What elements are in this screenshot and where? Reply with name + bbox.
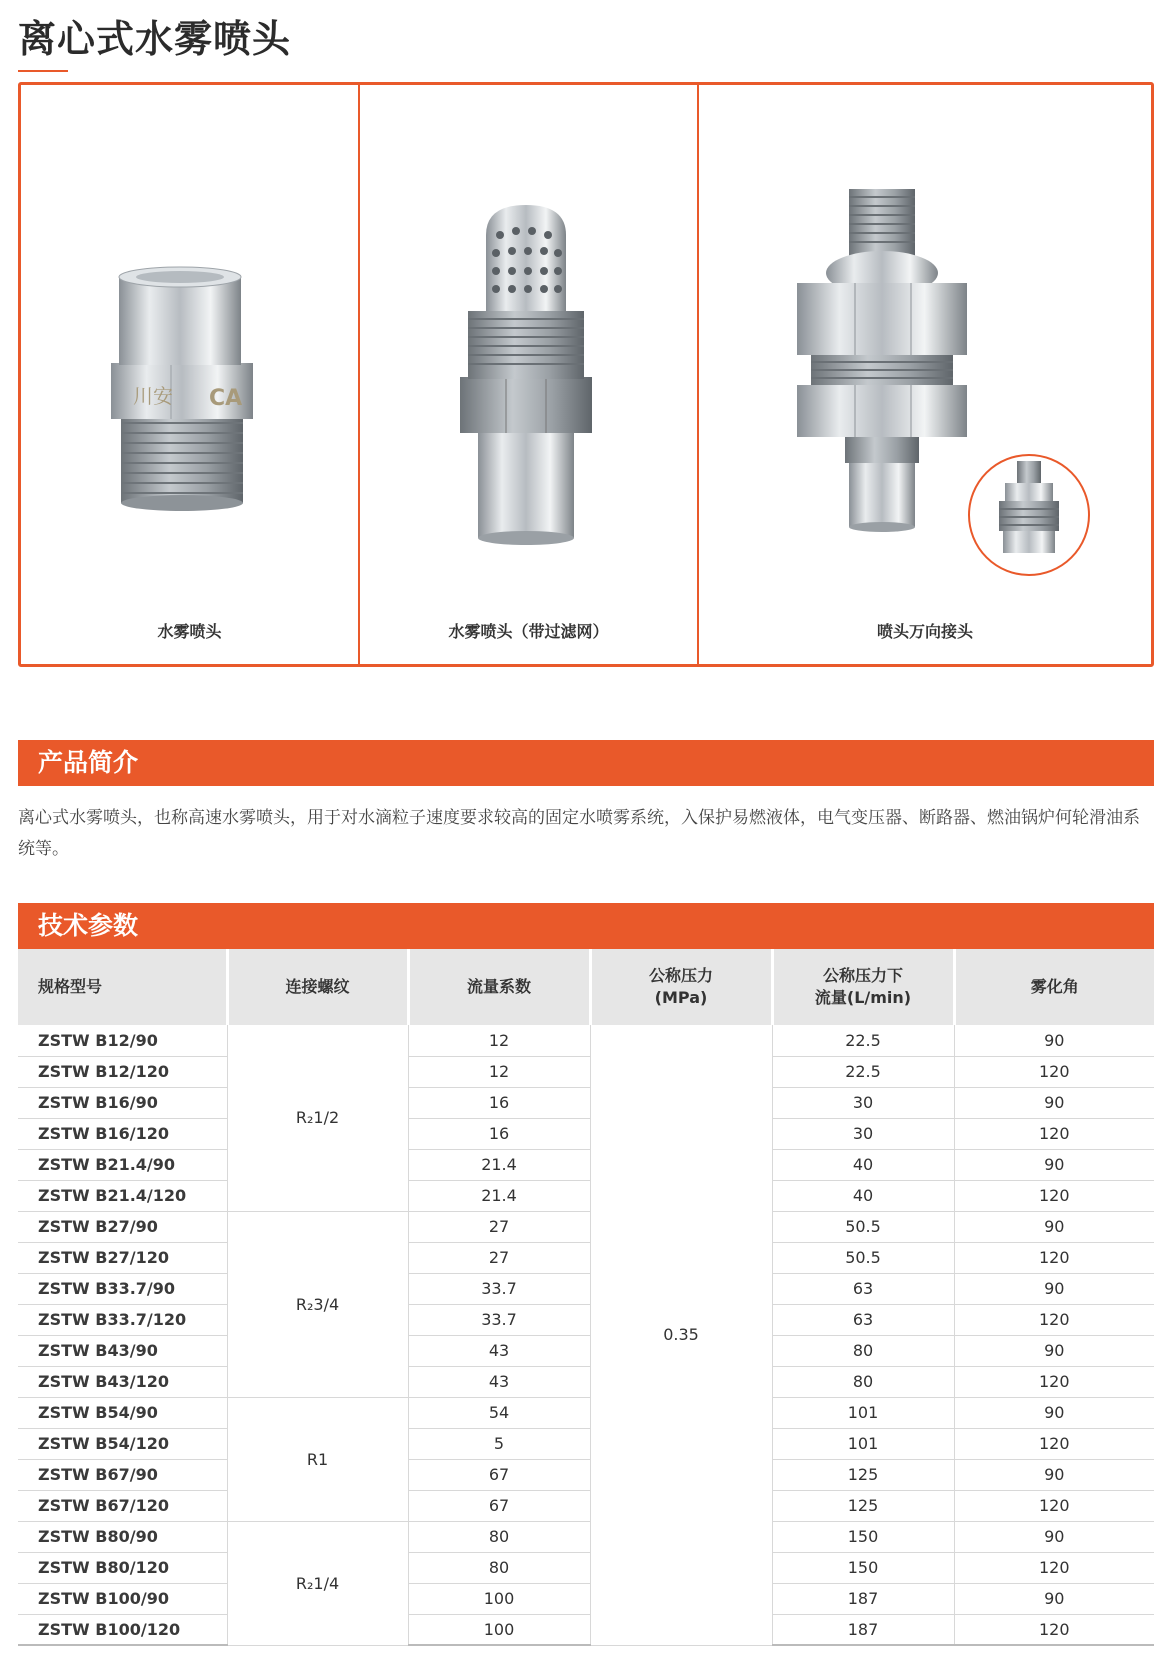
table-row <box>18 1459 1154 1490</box>
spray-angle-cell: 90 <box>954 1211 1154 1242</box>
spray-angle-cell: 90 <box>954 1149 1154 1180</box>
product-caption: 水雾喷头（带过滤网） <box>448 622 609 641</box>
flow-cell: 101 <box>772 1428 954 1459</box>
model-cell: ZSTW B12/120 <box>18 1056 227 1087</box>
flow-coefficient-cell: 33.7 <box>408 1273 590 1304</box>
product-gallery <box>18 82 1154 667</box>
model-cell: ZSTW B67/90 <box>18 1459 227 1490</box>
flow-coefficient-cell: 43 <box>408 1366 590 1397</box>
flow-cell: 50.5 <box>772 1211 954 1242</box>
model-cell: ZSTW B33.7/120 <box>18 1304 227 1335</box>
table-row <box>18 1025 1154 1056</box>
table-row <box>18 1521 1154 1552</box>
model-cell: ZSTW B33.7/90 <box>18 1273 227 1304</box>
model-cell: ZSTW B12/90 <box>18 1025 227 1056</box>
flow-coefficient-cell: 43 <box>408 1335 590 1366</box>
universal-joint-image <box>699 85 1129 665</box>
column-header: 规格型号 <box>18 949 227 1025</box>
flow-cell: 187 <box>772 1614 954 1645</box>
table-row <box>18 1366 1154 1397</box>
flow-coefficient-cell: 12 <box>408 1025 590 1056</box>
spray-angle-cell: 90 <box>954 1273 1154 1304</box>
table-row <box>18 1180 1154 1211</box>
spray-angle-cell: 120 <box>954 1490 1154 1521</box>
table-row <box>18 1428 1154 1459</box>
section-heading-tech: 技术参数 <box>18 903 1154 949</box>
nozzle-engraving-left: 川安 <box>133 384 173 408</box>
product-panel-universal-joint <box>699 85 1151 664</box>
flow-cell: 80 <box>772 1335 954 1366</box>
table-row <box>18 1583 1154 1614</box>
table-row <box>18 1149 1154 1180</box>
flow-coefficient-cell: 67 <box>408 1459 590 1490</box>
page-title: 离心式水雾喷头 <box>18 17 292 61</box>
spray-angle-cell: 120 <box>954 1118 1154 1149</box>
table-row <box>18 1118 1154 1149</box>
spec-table-header-row <box>18 949 1154 1025</box>
thread-cell: R₂1/2 <box>227 1025 408 1211</box>
flow-coefficient-cell: 67 <box>408 1490 590 1521</box>
title-underline <box>18 70 68 72</box>
intro-paragraph: 离心式水雾喷头，也称高速水雾喷头，用于对水滴粒子速度要求较高的固定水喷雾系统，入保护易燃液体，电气变压器、断路器、燃油锅炉何轮滑油系统等。 <box>18 808 1140 859</box>
spray-angle-cell: 90 <box>954 1397 1154 1428</box>
flow-cell: 125 <box>772 1459 954 1490</box>
flow-coefficient-cell: 12 <box>408 1056 590 1087</box>
spray-angle-cell: 120 <box>954 1056 1154 1087</box>
model-cell: ZSTW B54/120 <box>18 1428 227 1459</box>
spray-angle-cell: 90 <box>954 1459 1154 1490</box>
flow-coefficient-cell: 27 <box>408 1242 590 1273</box>
model-cell: ZSTW B21.4/120 <box>18 1180 227 1211</box>
flow-cell: 40 <box>772 1180 954 1211</box>
model-cell: ZSTW B43/120 <box>18 1366 227 1397</box>
model-cell: ZSTW B16/120 <box>18 1118 227 1149</box>
table-row <box>18 1335 1154 1366</box>
product-caption: 水雾喷头 <box>157 622 222 641</box>
section-heading-intro: 产品简介 <box>18 740 1154 786</box>
model-cell: ZSTW B100/90 <box>18 1583 227 1614</box>
model-cell: ZSTW B100/120 <box>18 1614 227 1645</box>
thread-cell: R₂3/4 <box>227 1211 408 1397</box>
flow-coefficient-cell: 21.4 <box>408 1180 590 1211</box>
flow-coefficient-cell: 27 <box>408 1211 590 1242</box>
thread-cell: R1 <box>227 1397 408 1521</box>
flow-cell: 22.5 <box>772 1025 954 1056</box>
flow-coefficient-cell: 16 <box>408 1118 590 1149</box>
flow-coefficient-cell: 21.4 <box>408 1149 590 1180</box>
product-panel-nozzle <box>21 85 360 664</box>
pressure-cell: 0.35 <box>590 1025 772 1645</box>
table-row <box>18 1304 1154 1335</box>
flow-coefficient-cell: 54 <box>408 1397 590 1428</box>
model-cell: ZSTW B54/90 <box>18 1397 227 1428</box>
flow-coefficient-cell: 33.7 <box>408 1304 590 1335</box>
table-row <box>18 1211 1154 1242</box>
column-header: 流量系数 <box>408 949 590 1025</box>
flow-cell: 80 <box>772 1366 954 1397</box>
spray-angle-cell: 90 <box>954 1335 1154 1366</box>
flow-cell: 125 <box>772 1490 954 1521</box>
flow-cell: 63 <box>772 1273 954 1304</box>
flow-cell: 30 <box>772 1118 954 1149</box>
flow-cell: 22.5 <box>772 1056 954 1087</box>
nozzle-with-filter-image <box>360 85 699 665</box>
flow-coefficient-cell: 16 <box>408 1087 590 1118</box>
column-header: 连接螺纹 <box>227 949 408 1025</box>
model-cell: ZSTW B21.4/90 <box>18 1149 227 1180</box>
spray-angle-cell: 120 <box>954 1428 1154 1459</box>
flow-cell: 50.5 <box>772 1242 954 1273</box>
model-cell: ZSTW B27/90 <box>18 1211 227 1242</box>
model-cell: ZSTW B43/90 <box>18 1335 227 1366</box>
model-cell: ZSTW B16/90 <box>18 1087 227 1118</box>
spray-angle-cell: 120 <box>954 1304 1154 1335</box>
spray-angle-cell: 120 <box>954 1614 1154 1645</box>
spec-table <box>18 949 1154 1646</box>
flow-cell: 63 <box>772 1304 954 1335</box>
model-cell: ZSTW B80/120 <box>18 1552 227 1583</box>
spray-angle-cell: 120 <box>954 1366 1154 1397</box>
column-header: 雾化角 <box>954 949 1154 1025</box>
flow-coefficient-cell: 5 <box>408 1428 590 1459</box>
column-header: 公称压力 (MPa) <box>590 949 772 1025</box>
flow-cell: 30 <box>772 1087 954 1118</box>
spray-angle-cell: 90 <box>954 1025 1154 1056</box>
flow-cell: 150 <box>772 1521 954 1552</box>
product-caption: 喷头万向接头 <box>876 622 973 641</box>
table-row <box>18 1242 1154 1273</box>
flow-cell: 101 <box>772 1397 954 1428</box>
model-cell: ZSTW B67/120 <box>18 1490 227 1521</box>
spray-angle-cell: 90 <box>954 1521 1154 1552</box>
table-row <box>18 1614 1154 1645</box>
flow-coefficient-cell: 100 <box>408 1583 590 1614</box>
thread-cell: R₂1/4 <box>227 1521 408 1645</box>
spec-table-body <box>18 1025 1154 1645</box>
table-row <box>18 1056 1154 1087</box>
spray-angle-cell: 120 <box>954 1180 1154 1211</box>
spray-angle-cell: 90 <box>954 1087 1154 1118</box>
table-row <box>18 1490 1154 1521</box>
flow-cell: 187 <box>772 1583 954 1614</box>
column-header: 公称压力下 流量(L/min) <box>772 949 954 1025</box>
nozzle-image <box>21 85 360 665</box>
spray-angle-cell: 120 <box>954 1552 1154 1583</box>
table-row <box>18 1552 1154 1583</box>
spray-angle-cell: 120 <box>954 1242 1154 1273</box>
model-cell: ZSTW B80/90 <box>18 1521 227 1552</box>
product-panel-nozzle-filter <box>360 85 699 664</box>
table-row <box>18 1397 1154 1428</box>
model-cell: ZSTW B27/120 <box>18 1242 227 1273</box>
spray-angle-cell: 90 <box>954 1583 1154 1614</box>
flow-coefficient-cell: 100 <box>408 1614 590 1645</box>
table-row <box>18 1087 1154 1118</box>
nozzle-engraving-right: CA <box>209 386 243 411</box>
table-row <box>18 1273 1154 1304</box>
flow-cell: 150 <box>772 1552 954 1583</box>
flow-coefficient-cell: 80 <box>408 1552 590 1583</box>
flow-cell: 40 <box>772 1149 954 1180</box>
flow-coefficient-cell: 80 <box>408 1521 590 1552</box>
